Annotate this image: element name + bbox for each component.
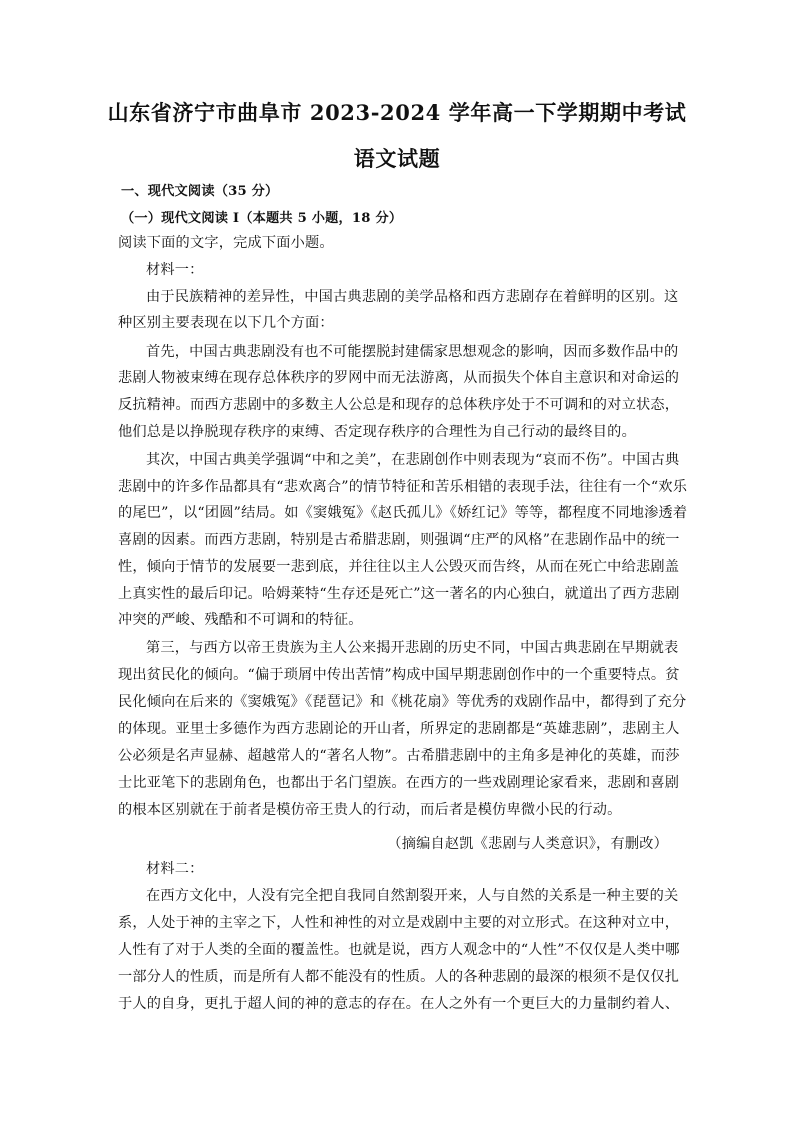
document-subtitle: 语文试题 [353,146,441,171]
paragraph-line: 士比亚笔下的悲剧角色，也都出于名门望族。在西方的一些戏剧理论家看来，悲剧和喜剧 [118,775,680,791]
paragraph-line: 民化倾向在后来的《窦娥冤》《琵琶记》和《桃花扇》等优秀的戏剧作品中，都得到了充分 [118,694,687,710]
paragraph-line: 公必须是名声显赫、超越常人的“著名人物”。古希腊悲剧中的主角多是神化的英雄，而莎 [118,748,680,764]
document-title: 山东省济宁市曲阜市 2023-2024 学年高一下学期期中考试 [107,100,687,125]
paragraph-line: 上真实性的最后印记。哈姆莱特“生存还是死亡”这一著名的内心独白，就道出了西方悲剧 [118,586,680,602]
paragraph-line: 系，人处于神的主宰之下，人性和神性的对立是戏剧中主要的对立形式。在这种对立中， [118,915,680,931]
paragraph-line: 种区别主要表现在以下几个方面： [118,315,334,331]
section-heading: 一、现代文阅读（35 分） [121,184,279,199]
paragraph-line: 悲剧人物被束缚在现存总体秩序的罗网中而无法游离，从而损失个体自主意识和对命运的 [118,370,680,386]
paragraph-line: 冲突的严峻、残酷和不可调和的特征。 [118,612,363,628]
paragraph-line: 人性有了对于人类的全面的覆盖性。也就是说，西方人观念中的“人性”不仅仅是人类中哪 [118,942,680,958]
paragraph-line: 于人的自身，更扎于超人间的神的意志的存在。在人之外有一个更巨大的力量制约着人、 [118,996,680,1012]
paragraph-line: 由于民族精神的差异性，中国古典悲剧的美学品格和西方悲剧存在着鲜明的区别。这 [146,289,679,305]
paragraph-line: 一部分人的性质，而是所有人都不能没有的性质。人的各种悲剧的最深的根须不是仅仅扎 [118,969,680,985]
paragraph-line: 的根本区别就在于前者是模仿帝王贵人的行动，而后者是模仿卑微小民的行动。 [118,802,622,818]
paragraph-line: 第三，与西方以帝王贵族为主人公来揭开悲剧的历史不同，中国古典悲剧在早期就表 [146,640,679,656]
paragraph-line: 首先，中国古典悲剧没有也不可能摆脱封建儒家思想观念的影响，因而多数作品中的 [146,344,679,360]
subsection-heading: （一）现代文阅读 I（本题共 5 小题，18 分） [121,211,403,226]
paragraph-line: 的体现。亚里士多德作为西方悲剧论的开山者，所界定的悲剧都是“英雄悲剧”，悲剧主人 [118,721,680,737]
paragraph-line: 性，倾向于情节的发展要一悲到底，并往往以主人公毁灭而告终，从而在死亡中给悲剧盖 [118,559,680,575]
instruction-text: 阅读下面的文字，完成下面小题。 [118,235,334,251]
paragraph-line: 喜剧的因素。而西方悲剧，特别是古希腊悲剧，则强调“庄严的风格”在悲剧作品中的统一 [118,532,680,548]
material1-label: 材料一： [146,262,204,278]
paragraph-line: 现出贫民化的倾向。“偏于琐屑中传出苦情”构成中国早期悲剧创作中的一个重要特点。贫 [118,667,680,683]
paragraph-line: 悲剧中的许多作品都具有“悲欢离合”的情节特征和苦乐相错的表现手法，往往有一个“欢乐 [118,479,688,495]
paragraph-line: 其次，中国古典美学强调“中和之美”，在悲剧创作中则表现为“哀而不伤”。中国古典 [146,452,680,468]
paragraph-line: 他们总是以挣脱现存秩序的束缚、否定现存秩序的合理性为自己行动的最终目的。 [118,424,636,440]
paragraph-line: 的尾巴”，以“团圆”结局。如《窦娥冤》《赵氏孤儿》《娇红记》等等，都程度不同地渗透着 [118,505,688,521]
source-citation: （摘编自赵凯《悲剧与人类意识》，有删改） [387,836,668,852]
paragraph-line: 在西方文化中，人没有完全把自我同自然割裂开来，人与自然的关系是一种主要的关 [146,888,679,904]
material2-label: 材料二： [146,861,204,877]
paragraph-line: 反抗精神。而西方悲剧中的多数主人公总是和现存的总体秩序处于不可调和的对立状态， [118,397,680,413]
